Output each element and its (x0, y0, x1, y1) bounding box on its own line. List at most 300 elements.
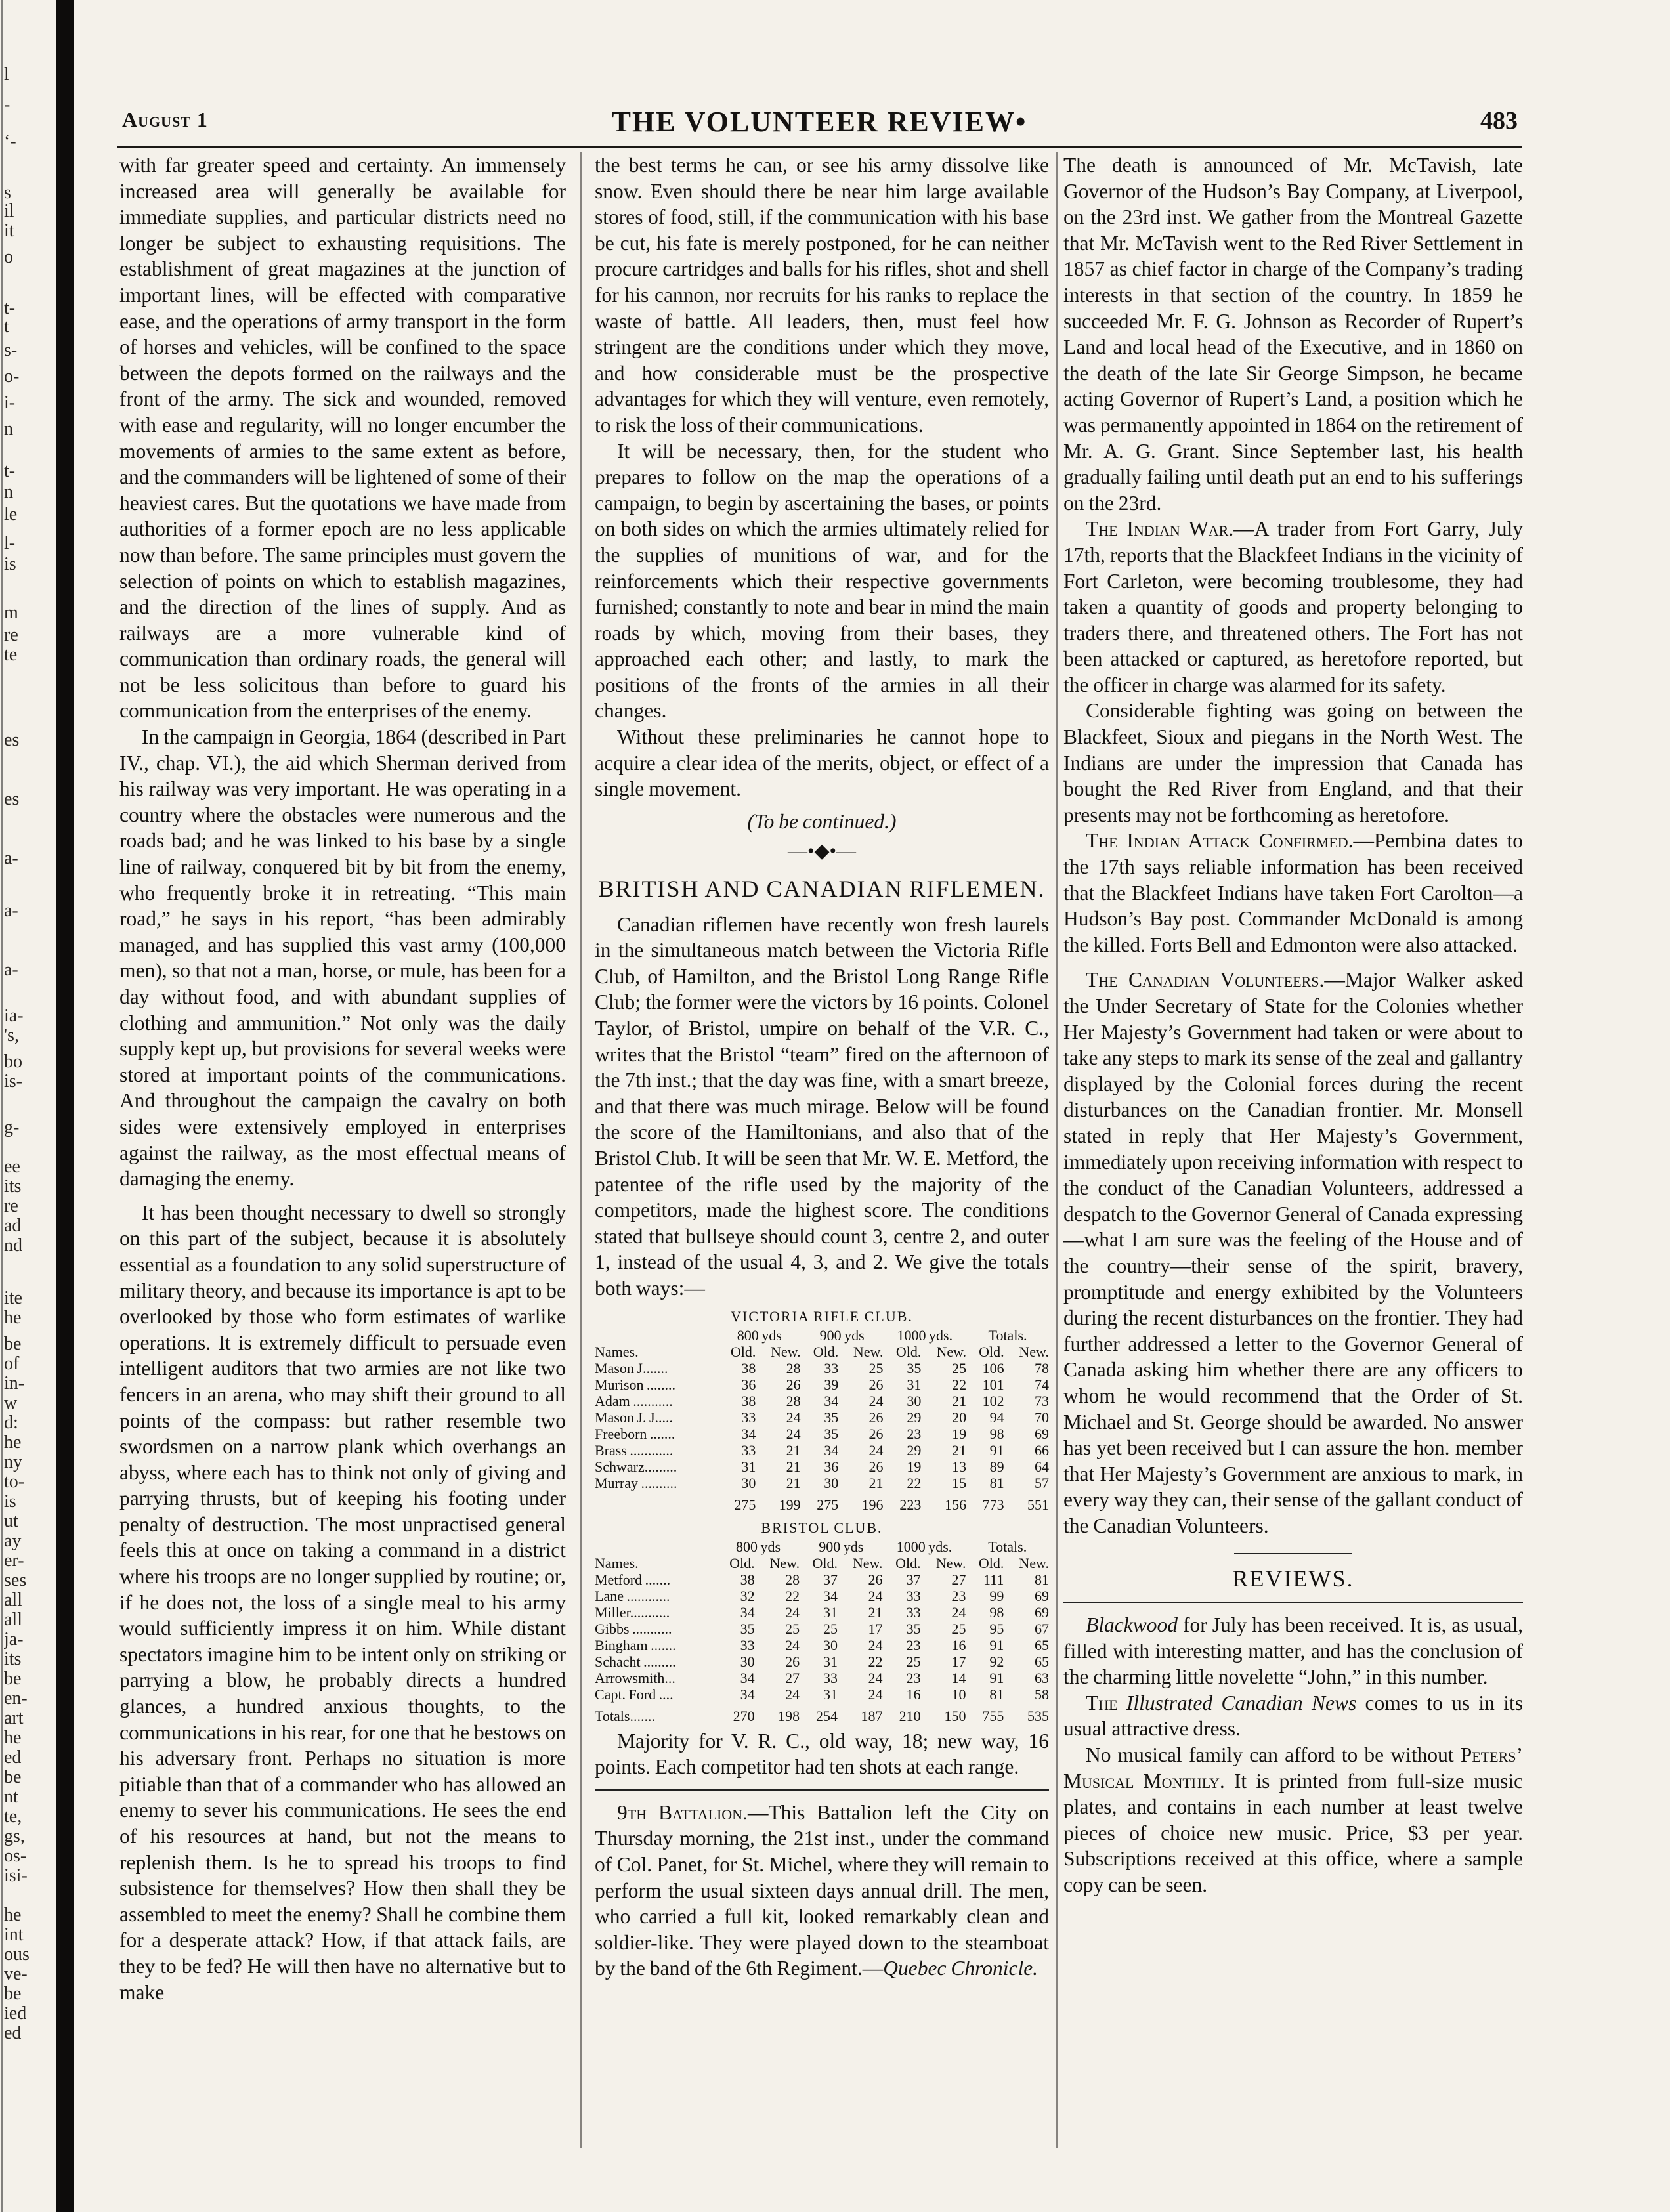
section-rule (1234, 1553, 1352, 1554)
score-cell: 65 (1035, 1636, 1049, 1653)
score-cell: 38 (741, 1392, 756, 1409)
gutter-fragment: ve- (4, 1964, 28, 1984)
publication-title: Blackwood (1086, 1613, 1178, 1637)
score-cell: 24 (868, 1686, 883, 1703)
score-cell: 275 (817, 1496, 839, 1513)
table-row (595, 1604, 1049, 1621)
gutter-fragment: s- (4, 340, 18, 360)
score-cell: 81 (989, 1686, 1004, 1703)
score-cell: 67 (1035, 1620, 1049, 1637)
scan-edge-line (1, 0, 3, 2212)
shooter-name: Brass ............ (595, 1441, 674, 1458)
range-label: 800 yds (737, 1327, 782, 1344)
paragraph: Canadian riflemen have recently won fresh laurels in the simultaneous match between the Victoria Rifle Club, of Hamilton, and the Bristol Long Range Rifle Club; the former were the victors by 16 points. Colonel Taylor, of Bristol, umpire on behalf of the V.R. C., writes that the Bristol “team” fired on the afternoon of the 7th inst.; that the day was fine, with a smart breeze, and that there was much mirage. Below will be found the score of the Hamiltonians, and also that of the Bristol Club. It will be seen that Mr. W. E. Metford, the patentee of the rifle used by the majority of the competitors, made the highest score. The conditions stated that bullseye should count 3, centre 2, and outer 1, instead of the usual 4, 3, and 2. We give the totals both ways:— (595, 912, 1049, 1300)
score-cell: 70 (1035, 1409, 1049, 1426)
shooter-name: Schacht ......... (595, 1653, 676, 1670)
score-cell: 24 (868, 1587, 883, 1604)
score-cell: 270 (733, 1707, 755, 1724)
score-cell: 24 (786, 1425, 801, 1442)
score-cell: 24 (868, 1636, 883, 1653)
gutter-fragment: its (4, 1176, 22, 1197)
score-cell: 102 (982, 1392, 1004, 1409)
score-cell: 37 (823, 1571, 838, 1588)
score-cell: 111 (983, 1571, 1004, 1588)
continued-note: (To be continued.) (747, 809, 897, 833)
column-header: Names. (595, 1554, 639, 1571)
battalion-paragraph (595, 1800, 1049, 1982)
table-row (595, 1360, 1049, 1376)
score-cell: 28 (785, 1571, 800, 1588)
column-header: Names. (595, 1343, 639, 1360)
page-header (117, 105, 1522, 144)
score-cell: 30 (907, 1392, 922, 1409)
score-cell: 223 (899, 1496, 922, 1513)
paragraph: Without these preliminaries he cannot hope to acquire a clear idea of the merits, object, or effect of a single movement. (595, 725, 1049, 801)
gutter-fragment: be (4, 1767, 22, 1787)
publication-title: Illustrated Canadian News (1126, 1691, 1357, 1714)
lead-in: The Indian War. (1086, 517, 1234, 541)
score-cell: 31 (823, 1604, 838, 1621)
score-cell: 81 (1035, 1571, 1049, 1588)
shooter-name: Murray .......... (595, 1474, 677, 1491)
score-cell: 254 (815, 1707, 838, 1724)
table-row (595, 1426, 1049, 1442)
score-cell: 33 (741, 1441, 756, 1458)
table-row (595, 1409, 1049, 1426)
gutter-fragment: is- (4, 1071, 22, 1092)
gutter-fragment: int (4, 1925, 24, 1945)
issue-date: August 1 (122, 108, 208, 131)
gutter-fragment: ja- (4, 1629, 24, 1649)
score-cell: 24 (785, 1636, 800, 1653)
paragraph: with far greater speed and certainty. An immensely increased area will generally be available for immediate supplies, and particular districts need no longer be subject to exhausting requisitions. The establishment of great magazines at the junction of important lines, will be effected with comparative ease, and the operations of army transport in the form of horses and vehicles, will be confined to the space between the depots formed on the railways and the front of the army. The sick and wounded, removed with ease and regularity, will no longer encumber the movements of armies to the same extent as before, and the commanders will be lightened of some of their heaviest cares. But the quotations we have made from authorities of a former epoch are no less applicable now than before. The same principles must govern the selection of points on which to establish magazines, and the direction of the lines of supply. And as railways are a more vulnerable kind of communication than ordinary roads, the general will not be less solicitous than before to guard his communication from the enterprises of the enemy. (119, 154, 566, 723)
score-cell: 34 (824, 1441, 839, 1458)
score-cell: 21 (786, 1474, 801, 1491)
paragraph: In the campaign in Georgia, 1864 (described in Part IV., chap. VI.), the aid which Sherman derived from his railway was very important. He was operating in a country where the obstacles were numerous and the roads bad; and he was linked to his base by a single line of railway, conquered bit by bit from the enemy, who frequently broke it in retreating. “This main road,” he says in his report, “has been admirably managed, and has supplied this vast army (100,000 men), so that not a man, horse, or mule, has been for a day without food, and with abundant supplies of clothing and ammunition.” Not only was the daily supply kept up, but provisions for several weeks were stored at important points of the communications. And throughout the campaign the cavalry on both sides were extensively employed in enterprises against the railway, as the most effectual means of damaging the enemy. (119, 725, 566, 1191)
table-row (595, 1571, 1049, 1588)
score-cell: 65 (1035, 1653, 1049, 1670)
gutter-fragment: gs, (4, 1826, 25, 1846)
gutter-fragment: n (4, 482, 13, 502)
score-cell: 33 (824, 1359, 839, 1376)
shooter-name: Metford ....... (595, 1571, 671, 1588)
gutter-fragment: l (4, 64, 9, 85)
paragraph: It will be necessary, then, for the student who prepares to follow on the map the operations of a campaign, to begin by ascertaining the bases, or points on both sides on which the armies ultimately relied for the supplies of munitions of war, and for the reinforcements which their respective governments furnished; constantly to note and bear in mind the main roads by which, moving from their bases, they approached each other; and lastly, to mark the positions of the fronts of the armies in all their changes. (595, 439, 1049, 723)
paragraph-text: The (1086, 1691, 1126, 1714)
score-cell: 91 (989, 1441, 1004, 1458)
paragraph (1063, 516, 1523, 698)
column-divider (580, 152, 582, 2148)
score-cell: 21 (786, 1441, 801, 1458)
score-cell: 25 (868, 1359, 884, 1376)
score-cell: 14 (951, 1669, 966, 1686)
score-cell: 26 (868, 1376, 884, 1393)
score-cell: 24 (785, 1686, 800, 1703)
gutter-fragment: a- (4, 848, 18, 868)
score-cell: 24 (786, 1409, 801, 1426)
score-cell: 63 (1035, 1669, 1049, 1686)
page-binding-shadow (56, 0, 74, 2212)
gutter-fragment: es (4, 730, 20, 750)
gutter-fragment: all (4, 1609, 22, 1630)
score-cell: 98 (989, 1604, 1004, 1621)
score-cell: 31 (741, 1458, 756, 1475)
column-header: New. (853, 1343, 884, 1360)
score-cell: 36 (741, 1376, 756, 1393)
table-row (595, 1637, 1049, 1653)
section-ornament: —•◆•— (787, 840, 857, 862)
table-row (595, 1588, 1049, 1604)
score-cell: 30 (740, 1653, 755, 1670)
shooter-name: Mason J. J..... (595, 1409, 674, 1426)
score-cell: 34 (740, 1686, 755, 1703)
paragraph-text: comes to us in its usual attractive dress. (1063, 1691, 1523, 1741)
column-header: New. (1019, 1343, 1049, 1360)
column-1 (119, 152, 566, 2005)
gutter-fragment: 's, (4, 1025, 19, 1046)
score-cell: 26 (785, 1653, 800, 1670)
column-header: Old. (978, 1554, 1004, 1571)
score-cell: 29 (907, 1409, 922, 1426)
gutter-fragment: ut (4, 1511, 18, 1531)
gutter-fragment: m (4, 603, 18, 623)
score-cell: 21 (786, 1458, 801, 1475)
score-cell: 24 (785, 1604, 800, 1621)
gutter-fragment: be (4, 1984, 22, 2004)
paragraph-text: —Major Walker asked the Under Secretary of State for the Colonies whether Her Majesty’s Government had taken or were about to take any steps to mark its sense of the zeal and gallantry displayed by the Colonial forces during the recent disturbances on the Canadian frontier. Mr. Monsell stated in reply that Her Majesty’s Government, immediately upon receiving information with respect to the conduct of the Canadian Volunteers, addressed a despatch to the Governor General of Canada expressing—what I am sure was the feeling of the House and of the country—their sense of the spirit, bravery, promptitude and energy exhibited by the Volunteers during the recent disturbances on the frontier. They had further addressed a letter to the Governor General of Canada asking him whether there are any officers to whom he would recommend that the Order of St. Michael and St. George should be awarded. No answer has yet been received but I can assure the hon. member that Her Majesty’s Government are anxious to mark, in every way they can, their sense of the gallant conduct of the Canadian Volunteers. (1063, 968, 1523, 1537)
score-cell: 36 (824, 1458, 839, 1475)
score-cell: 101 (982, 1376, 1004, 1393)
score-cell: 16 (906, 1686, 921, 1703)
paragraph-text: No musical family can afford to be without (1086, 1743, 1461, 1767)
column-header: Old. (729, 1554, 755, 1571)
paragraph (1063, 1742, 1523, 1898)
gutter-fragment: er- (4, 1550, 24, 1571)
gutter-fragment: il (4, 201, 14, 221)
gutter-fragment: ia- (4, 1006, 24, 1026)
score-cell: 35 (824, 1409, 839, 1426)
table-row (595, 1670, 1049, 1686)
table-row (595, 1621, 1049, 1637)
score-cell: 91 (989, 1636, 1004, 1653)
score-cell: 35 (824, 1425, 839, 1442)
column-header: New. (852, 1554, 883, 1571)
score-cell: 27 (951, 1571, 966, 1588)
paragraph: It has been thought necessary to dwell so strongly on this part of the subject, because it is absolutely essential as a foundation to any solid superstructure of military theory, and because its importance is apt to be overlooked by those who form estimates of warlike operations. It is extremely difficult to persuade even intelligent auditors that two armies are not like two fencers in an arena, who may shift their ground to all points of the compass: but rather resemble two swordsmen on a narrow plank which overhangs an abyss, where each has to think not only of giving and parrying thrusts, but of keeping his footing under penalty of destruction. The most unpractised general feels this at once on taking a command in a district where his troops are no longer supplied by routine; or, if he does not, the loss of a single meal to his army would sufficiently impress it on him. While distant spectators imagine him to be intent only on striking or parrying a blow, he probably directs a hundred glances, a hundred anxious thoughts, to the communications in his rear, for one that he bestows on his adversary front. Perhaps no situation is more pitiable than that of a commander who has allowed an enemy to sever his communications. He sees the end of his resources at hand, but not the means to replenish them. Is he to spread his troops to find subsistence for themselves? How then shall they be assembled to meet the enemy? Shall he combine them for a desperate attack? How, if that attack fails, are they to be fed? He will then have no alternative but to make (119, 1201, 566, 2004)
score-cell: 23 (951, 1587, 966, 1604)
score-cell: 30 (823, 1636, 838, 1653)
gutter-fragment: o- (4, 366, 20, 387)
gutter-fragment: ed (4, 2023, 22, 2043)
column-header: Old. (979, 1343, 1004, 1360)
score-cell: 22 (868, 1653, 883, 1670)
shooter-name: Adam ........... (595, 1392, 673, 1409)
gutter-fragment: in- (4, 1373, 25, 1393)
score-cell: 69 (1035, 1604, 1049, 1621)
score-cell: 21 (952, 1392, 967, 1409)
gutter-fragment: ny (4, 1452, 22, 1472)
score-cell: 25 (823, 1620, 838, 1637)
score-cell: 26 (868, 1458, 884, 1475)
lead-in: The Indian Attack Confirmed. (1086, 829, 1354, 853)
score-cell: 19 (907, 1458, 922, 1475)
shooter-name: Schwarz......... (595, 1458, 677, 1475)
column-headers (595, 1555, 1049, 1571)
score-cell: 196 (861, 1496, 884, 1513)
gutter-fragment: o (4, 247, 13, 267)
range-row (595, 1539, 1049, 1555)
score-cell: 10 (951, 1686, 966, 1703)
score-cell: 33 (740, 1636, 755, 1653)
gutter-fragment: i- (4, 393, 16, 413)
gutter-fragment: ite (4, 1288, 22, 1308)
score-cell: 20 (952, 1409, 967, 1426)
score-cell: 22 (907, 1474, 922, 1491)
score-cell: 26 (868, 1571, 883, 1588)
gutter-fragment: te, (4, 1806, 22, 1827)
column-3 (1063, 152, 1523, 1898)
gutter-fragment: all (4, 1590, 22, 1610)
shooter-name: Arrowsmith... (595, 1669, 675, 1686)
score-cell: 69 (1035, 1425, 1049, 1442)
column-divider (1056, 152, 1058, 2148)
paragraph: Majority for V. R. C., old way, 18; new way, 16 points. Each competitor had ten shots at each range. (595, 1729, 1049, 1779)
gutter-fragment: t- (4, 461, 16, 481)
gutter-fragment: be (4, 1334, 22, 1354)
gutter-fragment: le (4, 504, 18, 524)
paragraph-text: —This Battalion left the City on Thursday morning, the 21st inst., under the command of Col. Panet, for St. Michel, where they will remain to perform the usual sixteen days annual drill. The men, who carried a full kit, looked remarkably clean and soldier-like. They were played down to the steamboat by the band of the 6th Regiment.— (595, 1800, 1049, 1980)
paragraph: the best terms he can, or see his army dissolve like snow. Even should there be near him large available stores of food, still, if the communication with his base be cut, his fate is merely postponed, for he can neither procure cartridges and balls for his rifles, shot and shell for his cannon, nor recruits for his ranks to replace the waste of battle. All leaders, then, must feel how stringent are the conditions under which they move, and how considerable must be the prospective advantages for which they will venture, even remotely, to risk the loss of their communications. (595, 154, 1049, 436)
gutter-fragment: a- (4, 960, 18, 980)
section-heading: BRITISH AND CANADIAN RIFLEMEN. (598, 876, 1046, 903)
column-header: New. (935, 1554, 966, 1571)
source-credit: Quebec Chronicle. (883, 1957, 1038, 1980)
publication-title: Peters’ Musical Monthly. (1063, 1743, 1523, 1793)
score-cell: 22 (952, 1376, 967, 1393)
column-header: Old. (813, 1343, 839, 1360)
gutter-fragment: w (4, 1393, 18, 1413)
score-cell: 25 (785, 1620, 800, 1637)
score-cell: 58 (1035, 1686, 1049, 1703)
gutter-fragment: g- (4, 1117, 20, 1138)
score-cell: 16 (951, 1636, 966, 1653)
score-cell: 30 (824, 1474, 839, 1491)
score-cell: 551 (1027, 1496, 1049, 1513)
gutter-fragment: t (4, 316, 9, 337)
gutter-fragment: - (4, 95, 11, 115)
gutter-fragment: en- (4, 1688, 28, 1709)
score-cell: 78 (1035, 1359, 1049, 1376)
gutter-fragment: nd (4, 1235, 22, 1256)
gutter-fragment: nt (4, 1787, 18, 1807)
paragraph-text: It is printed from full-size music plates, and contains in each number at least twelve pieces of choice new music. Price, $3 per year. Subscriptions received at this office, where a sample copy can be seen. (1063, 1769, 1523, 1896)
paragraph: Considerable fighting was going on between the Blackfeet, Sioux and piegans in the North West. The Indians are under the impression that Canada has bought the Red River from England, and that their presents may not be forthcoming as heretofore. (1063, 699, 1523, 826)
score-cell: 64 (1035, 1458, 1049, 1475)
gutter-fragment: ed (4, 1747, 22, 1768)
table-row (595, 1393, 1049, 1409)
score-cell: 17 (868, 1620, 883, 1637)
gutter-fragment: it (4, 221, 14, 241)
shooter-name: Miller........... (595, 1604, 670, 1621)
score-cell: 91 (989, 1669, 1004, 1686)
score-cell: 39 (824, 1376, 839, 1393)
score-cell: 26 (868, 1409, 884, 1426)
gutter-fragment: be (4, 1669, 22, 1689)
score-cell: 37 (906, 1571, 921, 1588)
score-cell: 81 (989, 1474, 1004, 1491)
table-row (595, 1475, 1049, 1491)
victoria-score-table (595, 1306, 1049, 1513)
score-cell: 21 (952, 1441, 967, 1458)
shooter-name: Bingham ....... (595, 1636, 676, 1653)
gutter-fragment: isi- (4, 1865, 28, 1886)
score-cell: 35 (906, 1620, 921, 1637)
section-heading: REVIEWS. (1232, 1565, 1354, 1592)
gutter-fragment: os- (4, 1846, 27, 1866)
section-rule (1063, 1602, 1523, 1603)
score-cell: 17 (951, 1653, 966, 1670)
paragraph (1063, 1690, 1523, 1742)
gutter-fragment: l- (4, 533, 16, 553)
gutter-fragment: he (4, 1308, 22, 1328)
gutter-fragment: t- (4, 298, 16, 318)
range-label: 900 yds (819, 1538, 864, 1555)
column-header: New. (936, 1343, 967, 1360)
score-cell: 31 (823, 1653, 838, 1670)
header-rule (117, 146, 1522, 148)
gutter-fragment: is (4, 554, 16, 574)
score-cell: 33 (741, 1409, 756, 1426)
score-cell: 74 (1035, 1376, 1049, 1393)
range-label: 900 yds (819, 1327, 865, 1344)
score-cell: 24 (868, 1392, 884, 1409)
score-cell: 34 (740, 1604, 755, 1621)
score-cell: 23 (906, 1636, 921, 1653)
gutter-fragment: re (4, 625, 18, 645)
score-cell: 35 (907, 1359, 922, 1376)
gutter-fragment: ses (4, 1570, 27, 1590)
paragraph (1063, 1612, 1523, 1690)
paragraph (1063, 828, 1523, 958)
gutter-fragment: of (4, 1353, 20, 1374)
score-cell: 73 (1035, 1392, 1049, 1409)
range-label: 1000 yds. (896, 1538, 953, 1555)
journal-title: THE VOLUNTEER REVIEW• (611, 106, 1027, 138)
table-row (595, 1376, 1049, 1393)
score-cell: 199 (779, 1496, 801, 1513)
column-header: New. (1019, 1554, 1049, 1571)
gutter-fragment: re (4, 1196, 18, 1216)
score-cell: 31 (907, 1376, 922, 1393)
column-header: New. (771, 1343, 801, 1360)
column-header: Old. (730, 1343, 756, 1360)
score-cell: 21 (868, 1604, 883, 1621)
range-label: 800 yds (735, 1538, 781, 1555)
score-cell: 106 (982, 1359, 1004, 1376)
score-cell: 755 (982, 1707, 1004, 1724)
score-cell: 69 (1035, 1587, 1049, 1604)
range-label: 1000 yds. (897, 1327, 953, 1344)
score-cell: 95 (989, 1620, 1004, 1637)
score-cell: 33 (906, 1604, 921, 1621)
table-caption: BRISTOL CLUB. (761, 1519, 883, 1536)
gutter-fragment: its (4, 1649, 22, 1669)
score-cell: 198 (778, 1707, 800, 1724)
gutter-fragment: n (4, 419, 13, 439)
gutter-fragment: ay (4, 1531, 22, 1551)
score-cell: 24 (951, 1604, 966, 1621)
score-cell: 150 (944, 1707, 966, 1724)
gutter-fragment: to- (4, 1472, 25, 1492)
range-label: Totals. (988, 1327, 1027, 1344)
lead-in: The Canadian Volunteers. (1086, 968, 1325, 992)
score-cell: 25 (952, 1359, 967, 1376)
score-cell: 34 (824, 1392, 839, 1409)
score-cell: 25 (951, 1620, 966, 1637)
score-cell: 27 (785, 1669, 800, 1686)
gutter-fragment: ee (4, 1157, 20, 1177)
score-cell: 24 (868, 1669, 883, 1686)
paragraph-text: —Pembina dates to the 17th says reliable information has been received that the Blackfeet Indians have taken Fort Carolton—a Hudson’s Bay post. Commander McDonald is among the killed. Forts Bell and Edmonton were also attacked. (1063, 829, 1523, 956)
gutter-fragment: ‘- (4, 131, 16, 152)
shooter-name (595, 1491, 718, 1513)
totals-row (595, 1491, 1049, 1513)
score-cell: 38 (740, 1571, 755, 1588)
gutter-fragment: bo (4, 1052, 22, 1072)
gutter-fragment: ad (4, 1216, 22, 1236)
score-cell: 13 (952, 1458, 967, 1475)
shooter-name: Gibbs ........... (595, 1620, 672, 1637)
gutter-fragment: s (4, 182, 11, 203)
score-cell: 210 (899, 1707, 921, 1724)
score-cell: 38 (741, 1359, 756, 1376)
table-row (595, 1653, 1049, 1670)
score-cell: 23 (906, 1669, 921, 1686)
score-cell: 25 (906, 1653, 921, 1670)
gutter-fragment: he (4, 1905, 22, 1925)
score-cell: 34 (741, 1425, 756, 1442)
column-headers (595, 1344, 1049, 1360)
shooter-name: Freeborn ....... (595, 1425, 675, 1442)
shooter-name: Lane ............ (595, 1587, 670, 1604)
score-cell: 28 (786, 1359, 801, 1376)
score-cell: 35 (740, 1620, 755, 1637)
table-row (595, 1442, 1049, 1458)
score-cell: 98 (989, 1425, 1004, 1442)
score-cell: 66 (1035, 1441, 1049, 1458)
score-cell: 28 (786, 1392, 801, 1409)
shooter-name: Mason J....... (595, 1359, 668, 1376)
score-cell: 187 (861, 1707, 883, 1724)
gutter-fragment: ous (4, 1944, 30, 1965)
section-rule (595, 1789, 1049, 1791)
column-header: New. (769, 1554, 800, 1571)
bristol-score-table (595, 1517, 1049, 1724)
gutter-fragment: art (4, 1708, 24, 1728)
score-cell: 30 (741, 1474, 756, 1491)
range-row (595, 1327, 1049, 1344)
range-label: Totals. (988, 1538, 1027, 1555)
column-header: Old. (812, 1554, 838, 1571)
table-row (595, 1458, 1049, 1475)
gutter-fragment: ied (4, 2003, 27, 2024)
score-cell: 22 (785, 1587, 800, 1604)
score-cell: 275 (734, 1496, 756, 1513)
score-cell: 57 (1035, 1474, 1049, 1491)
gutter-fragment: he (4, 1432, 22, 1453)
table-caption: VICTORIA RIFLE CLUB. (731, 1308, 913, 1325)
shooter-name: Capt. Ford .... (595, 1686, 674, 1703)
